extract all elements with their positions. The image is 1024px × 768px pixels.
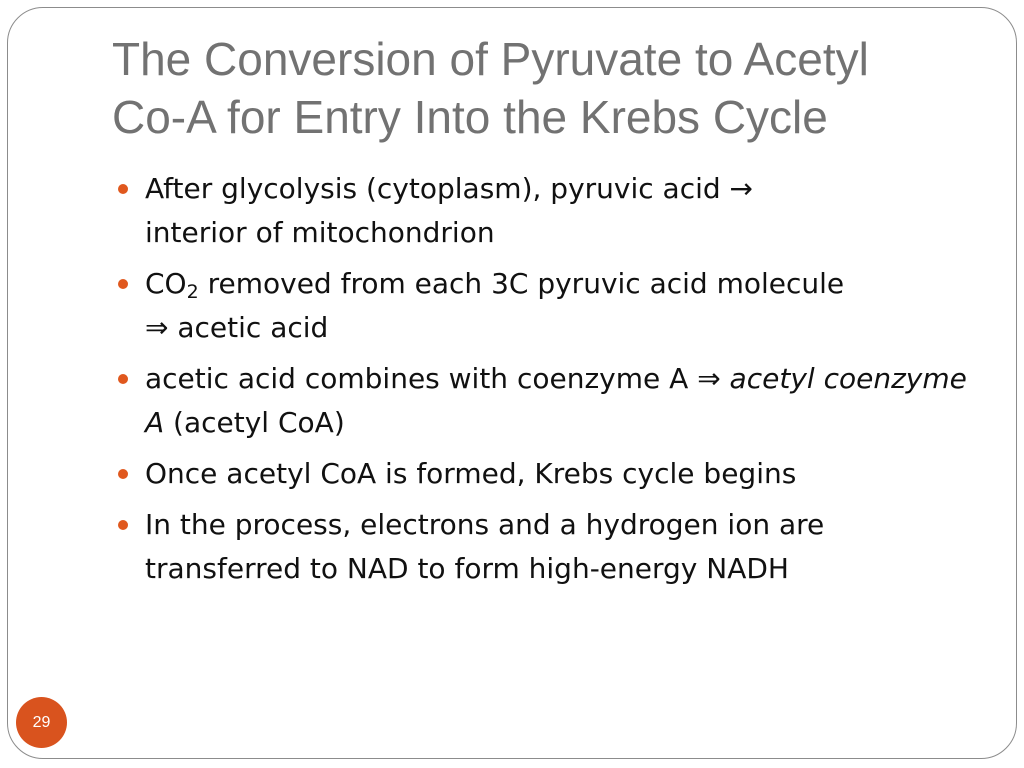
slide-number-badge: 29 <box>16 697 67 748</box>
arrow-icon: → <box>729 172 754 205</box>
bullet-dot-icon <box>118 279 128 289</box>
bullet-2-text-part-2: acetic acid <box>168 311 329 344</box>
bullet-dot-icon <box>118 469 128 479</box>
co-formula-subscript: 2 <box>186 281 199 303</box>
slide-title <box>112 30 992 146</box>
bullet-item <box>118 167 968 255</box>
bullet-item <box>118 357 968 445</box>
bullet-dot-icon <box>118 520 128 530</box>
implies-icon: ⇒ <box>145 311 169 344</box>
slide-title-line-1: The Conversion of Pyruvate to Acetyl <box>112 33 869 85</box>
bullet-item <box>118 262 968 350</box>
bullet-1-text-part-1: After glycolysis (cytoplasm), pyruvic acid <box>145 172 721 205</box>
bullet-3-italic-term: acetyl coenzyme A <box>145 362 967 439</box>
implies-icon: ⇒ <box>697 362 721 395</box>
bullet-text <box>145 167 968 255</box>
co-formula: CO <box>145 267 187 300</box>
bullet-1-text-part-2: interior of mitochondrion <box>145 216 495 249</box>
bullet-3-text-part-1: acetic acid combines with coenzyme A <box>145 362 698 395</box>
bullet-dot-icon <box>118 184 128 194</box>
bullet-item <box>118 503 968 591</box>
slide-title-line-2: Co-A for Entry Into the Krebs Cycle <box>112 91 828 143</box>
bullet-2-text-part-1: removed from each 3C pyruvic acid molecule <box>198 267 845 300</box>
bullet-text <box>145 262 968 350</box>
bullet-item <box>118 452 968 496</box>
bullet-5-text: In the process, electrons and a hydrogen ion are transferred to NAD to form high-energy NADH <box>145 508 825 585</box>
bullet-text <box>145 357 968 445</box>
bullet-list <box>118 167 968 598</box>
bullet-4-text: Once acetyl CoA is formed, Krebs cycle begins <box>145 457 797 490</box>
bullet-3-text-part-2: (acetyl CoA) <box>164 406 345 439</box>
bullet-dot-icon <box>118 374 128 384</box>
